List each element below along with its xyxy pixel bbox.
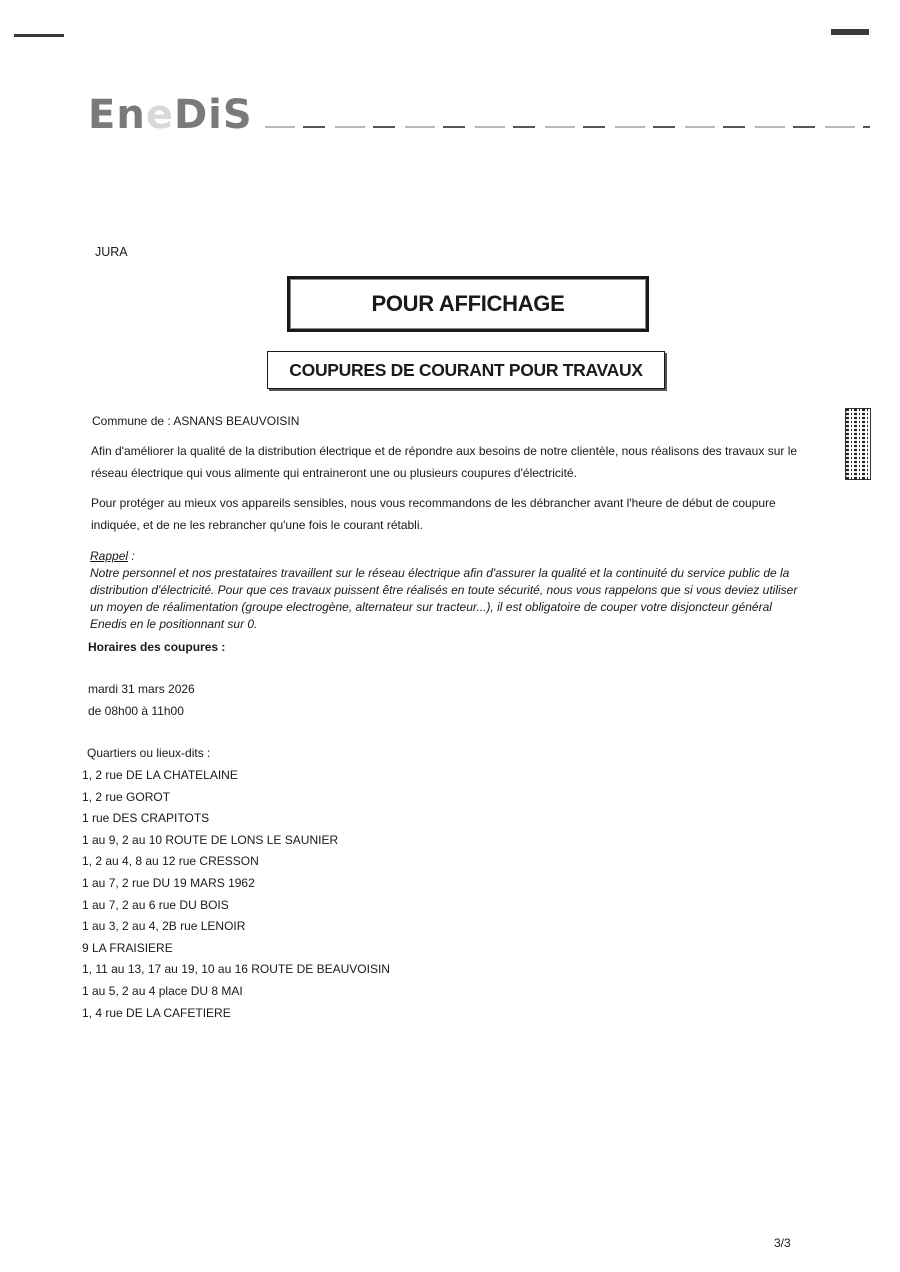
list-item: 1 au 9, 2 au 10 ROUTE DE LONS LE SAUNIER [82, 832, 339, 847]
rappel-text: Notre personnel et nos prestataires travaillent sur le réseau électrique afin d'assurer la qualité et la continuité du service public de la distribution d'électricité. Pour que ces travaux puissent être réalisés en toute sécurité, nous vous rappelons que si vous deviez utiliser un moyen de réalimentation (groupe electrogène, alternateur sur tracteur...), il est obligatoire de couper votre disjoncteur général Enedis en le positionnant sur 0. [90, 566, 798, 631]
list-item: 1, 4 rue DE LA CAFETIERE [82, 1005, 231, 1020]
intro-paragraph: Afin d'améliorer la qualité de la distribution électrique et de répondre aux besoins de notre clientèle, nous réalisons des travaux sur le réseau électrique qui vous alimente qui entraineront une ou plusieurs coupures d'électricité. [91, 444, 798, 480]
notice-title: POUR AFFICHAGE [371, 291, 565, 316]
list-item: 1 au 7, 2 rue DU 19 MARS 1962 [82, 875, 255, 890]
list-item: 1, 2 rue GOROT [82, 789, 171, 804]
department: JURA [95, 245, 128, 259]
list-item: 9 LA FRAISIERE [82, 940, 173, 955]
enedis-logo [88, 92, 253, 138]
commune-name: ASNANS BEAUVOISIN [173, 414, 300, 428]
notice-title-box [287, 276, 649, 332]
header-rule [265, 126, 870, 128]
notice-subtitle: COUPURES DE COURANT POUR TRAVAUX [289, 359, 643, 380]
schedule-hours: de 08h00 à 11h00 [88, 704, 184, 718]
locations-title: Quartiers ou lieux-dits : [87, 746, 211, 760]
scan-mark-left [14, 34, 64, 37]
rappel-block: Rappel : Notre personnel et nos prestataires travaillent sur le réseau électrique afin d'assurer la qualité et la continuité du service public de la distribution d'électricité. Pour que ces travaux puissent être réalisés en toute sécurité, nous vous rappelons que si vous deviez utiliser un moyen de réalimentation (groupe electrogène, alternateur sur tracteur...), il est obligatoire de couper votre disjoncteur général Enedis en le positionnant sur 0. [90, 548, 810, 633]
list-item: 1, 2 rue DE LA CHATELAINE [82, 768, 238, 782]
scan-mark-right [831, 29, 869, 35]
advice-paragraph: Pour protéger au mieux vos appareils sensibles, nous vous recommandons de les débrancher avant l'heure de début de coupure indiquée, et de ne les rebrancher qu'une fois le courant rétabli. [91, 496, 776, 532]
commune-line [92, 414, 299, 428]
notice-subtitle-box [267, 351, 665, 389]
logo-text-right: DiS [173, 92, 253, 138]
schedule-date: mardi 31 mars 2026 [88, 682, 195, 696]
list-item: 1, 11 au 13, 17 au 19, 10 au 16 ROUTE DE BEAUVOISIN [82, 962, 390, 977]
list-item: 1 au 7, 2 au 6 rue DU BOIS [82, 897, 229, 912]
locations-list [82, 765, 390, 1024]
logo-text-faded: e [145, 92, 174, 138]
list-item: 1, 2 au 4, 8 au 12 rue CRESSON [82, 854, 259, 869]
commune-label: Commune de : [92, 414, 171, 428]
logo-text-left: En [88, 92, 146, 138]
page-number: 3/3 [774, 1236, 791, 1250]
schedule-title: Horaires des coupures : [88, 640, 226, 654]
datamatrix-code [845, 408, 871, 480]
list-item: 1 au 5, 2 au 4 place DU 8 MAI [82, 983, 243, 998]
list-item: 1 au 3, 2 au 4, 2B rue LENOIR [82, 919, 246, 934]
rappel-label: Rappel [90, 549, 129, 563]
list-item: 1 rue DES CRAPITOTS [82, 811, 210, 826]
